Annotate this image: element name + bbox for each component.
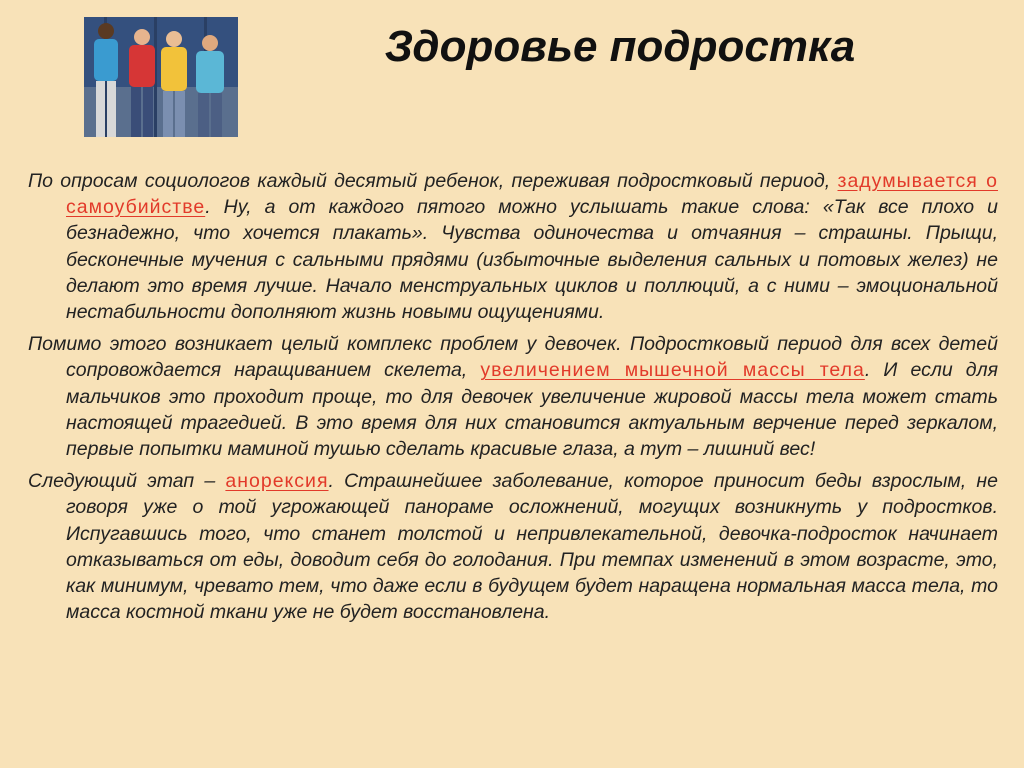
paragraph-3 [28, 468, 998, 625]
paragraph-3-text-b: . Страшнейшее заболевание, которое приносит беды взрослым, не говоря уже о той угрожающей панораме осложнений, могущих возникнуть у подростков. Испугавшись того, что станет толстой и непривлекательной, девочка-подросток начинает отказываться от еды, доводит себя до голодания. При темпах изменений в этом возрасте, это, как минимум, чревато тем, что даже если в будущем будет наращена нормальная масса тела, то масса костной ткани уже не будет восстановлена. [66, 470, 998, 624]
link-muscle-mass[interactable]: увеличением мышечной массы тела [480, 359, 865, 382]
teenagers-illustration [84, 17, 238, 137]
paragraph-1 [28, 168, 998, 325]
teenagers-photo [84, 17, 238, 137]
link-anorexia[interactable]: анорексия [225, 470, 329, 493]
slide-title: Здоровье подростка [384, 22, 856, 71]
paragraph-1-text-a: По опросам социологов каждый десятый ребенок, переживая подростковый период, [28, 170, 838, 192]
slide-body [28, 168, 998, 631]
paragraph-2 [28, 331, 998, 462]
paragraph-1-text-b: . Ну, а от каждого пятого можно услышать такие слова: «Так все плохо и безнадежно, что хочется плакать». Чувства одиночества и отчаяния – страшны. Прыщи, бесконечные мучения с сальными прядями (избыточные выделения сальных и потовых желез) не делают это время лучше. Начало менструальных циклов и поллюций, а с ними – эмоциональной нестабильности дополняют жизнь новыми ощущениями. [66, 196, 998, 324]
link-suicide-thoughts[interactable]: задумывается о самоубийстве [66, 170, 998, 219]
paragraph-2-text-b: . И если для мальчиков это проходит проще, то для девочек увеличение жировой массы тела может стать настоящей трагедией. В это время для них становится актуальным верчение перед зеркалом, первые попытки маминой тушью сделать красивые глаза, а тут – лишний вес! [66, 359, 998, 461]
paragraph-3-text-a: Следующий этап – [28, 470, 226, 493]
paragraph-2-text-a: Помимо этого возникает целый комплекс проблем у девочек. Подростковый период для всех детей сопровождается наращиванием скелета, [28, 333, 998, 382]
